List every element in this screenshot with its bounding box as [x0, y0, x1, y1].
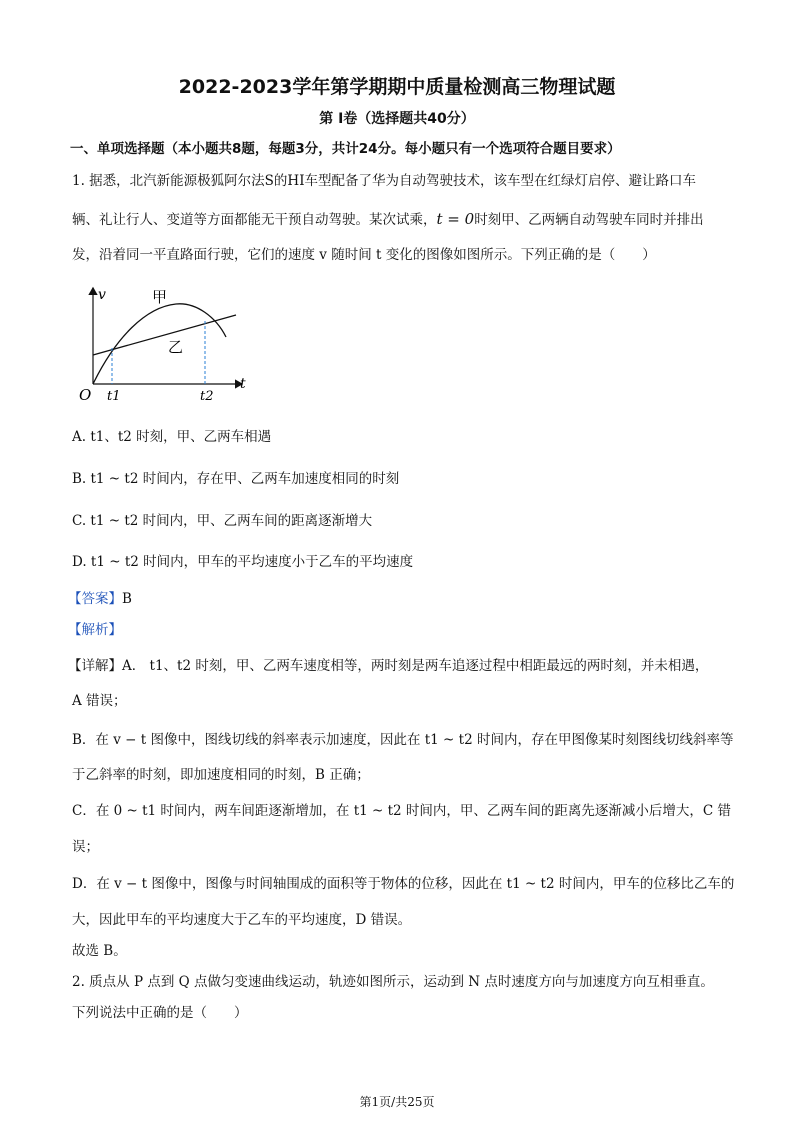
- detail-d-cont: 大，因此甲车的平均速度大于乙车的平均速度，D 错误。: [72, 912, 412, 928]
- q1-line3: 发，沿着同一平直路面行驶，它们的速度 v 随时间 t 变化的图像如图所示。下列正确的是（ ）: [72, 247, 656, 263]
- q1-t0: t = 0: [436, 210, 475, 228]
- detail-a-cont: A 错误；: [72, 693, 127, 709]
- t1-label: t1: [107, 389, 121, 404]
- conclusion: 故选 B。: [72, 943, 127, 959]
- analysis-tag: 【解析】: [68, 622, 122, 638]
- y-axis-label: v: [98, 287, 106, 303]
- q1-option-c: C. t1 ~ t2 时间内，甲、乙两车间的距离逐渐增大: [72, 513, 373, 529]
- origin-label: O: [79, 386, 92, 404]
- answer-line: [68, 590, 132, 608]
- detail-a: [68, 657, 708, 675]
- detail-tag: 【详解】: [68, 658, 122, 674]
- detail-a-text: A． t1、t2 时刻，甲、乙两车速度相等，两时刻是两车追逐过程中相距最远的两时刻，并未相遇，: [122, 658, 709, 674]
- detail-c-cont: 误；: [72, 839, 99, 855]
- q1-option-d: D. t1 ~ t2 时间内，甲车的平均速度小于乙车的平均速度: [72, 554, 414, 570]
- section-heading: 一、单项选择题（本小题共8题，每题3分，共计24分。每小题只有一个选项符合题目要求）: [70, 141, 621, 157]
- q2-line2: 下列说法中正确的是（ ）: [72, 1005, 248, 1021]
- jia-label: 甲: [152, 288, 168, 306]
- yi-label: 乙: [168, 338, 184, 356]
- detail-b: B．在 v − t 图像中，图线切线的斜率表示加速度，因此在 t1 ~ t2 时间内，存在甲图像某时刻图线切线斜率等: [72, 732, 734, 748]
- page-title: 2022-2023学年第学期期中质量检测高三物理试题: [178, 76, 616, 98]
- q2-line1: 2. 质点从 P 点到 Q 点做匀变速曲线运动，轨迹如图所示，运动到 N 点时速度方向与加速度方向互相垂直。: [72, 974, 714, 990]
- detail-d: D．在 v − t 图像中，图像与时间轴围成的面积等于物体的位移，因此在 t1 ~ t2 时间内，甲车的位移比乙车的: [72, 876, 735, 892]
- page-subtitle: 第 I卷（选择题共40分）: [319, 111, 475, 127]
- q1-line2: [72, 210, 704, 229]
- answer-value: B: [122, 591, 132, 607]
- detail-b-cont: 于乙斜率的时刻，即加速度相同的时刻，B 正确；: [72, 767, 370, 783]
- t2-label: t2: [200, 389, 214, 404]
- page-footer: 第1页/共25页: [359, 1095, 435, 1109]
- curve-jia: [93, 304, 226, 384]
- answer-tag: 【答案】: [68, 591, 122, 607]
- q1-line2a: 辆、礼让行人、变道等方面都能无干预自动驾驶。某次试乘，: [72, 212, 437, 228]
- q1-option-a: A. t1、t2 时刻，甲、乙两车相遇: [72, 429, 272, 445]
- q1-line2b: 时刻甲、乙两辆自动驾驶车同时并排出: [474, 212, 704, 228]
- x-axis-label: t: [240, 376, 246, 392]
- q1-option-b: B. t1 ~ t2 时间内，存在甲、乙两车加速度相同的时刻: [72, 471, 400, 487]
- q1-line1: 1. 据悉，北汽新能源极狐阿尔法S的HI车型配备了华为自动驾驶技术，该车型在红绿灯启停、避让路口车: [72, 173, 697, 189]
- line-yi: [93, 315, 236, 355]
- vt-graph: [76, 282, 256, 407]
- detail-c: C．在 0 ~ t1 时间内，两车间距逐渐增加，在 t1 ~ t2 时间内，甲、乙两车间的距离先逐渐减小后增大，C 错: [72, 803, 732, 819]
